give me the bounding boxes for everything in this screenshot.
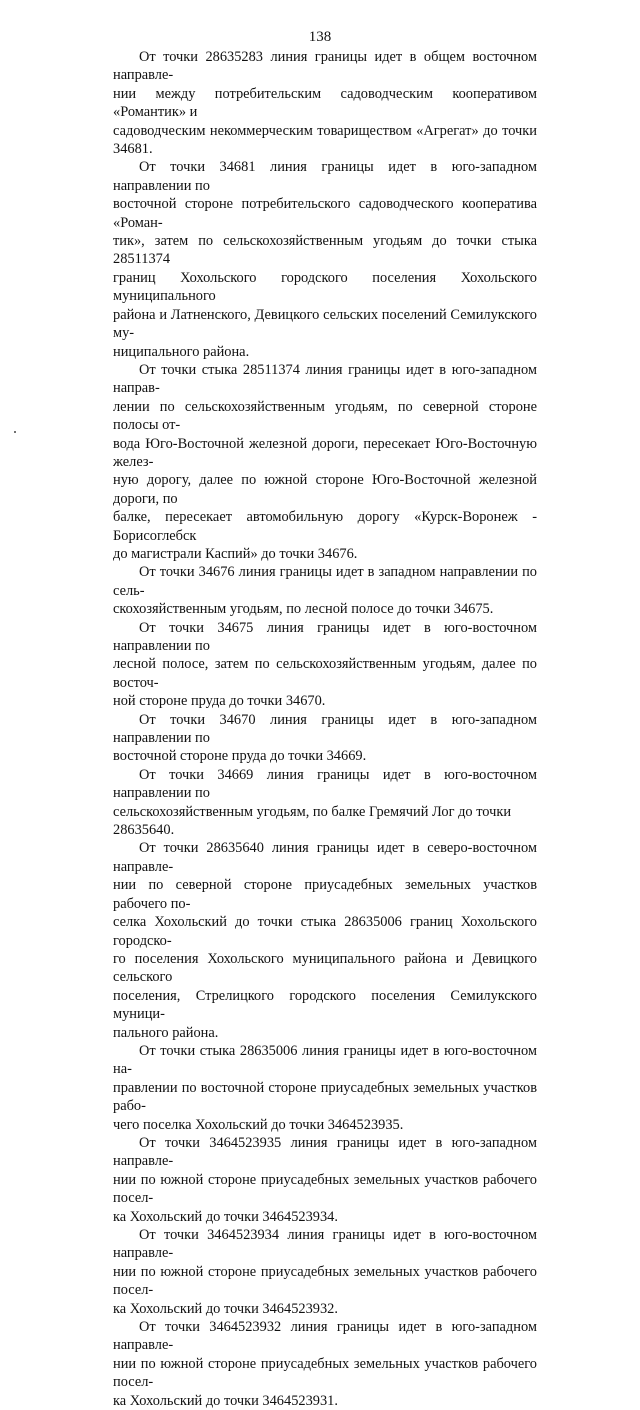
paragraph-4: От точки 34676 линия границы идет в западном направлении по сель- скохозяйственным угодьям, по лесной полосе до точки 34675.: [113, 564, 537, 618]
paragraph-1: От точки 28635283 линия границы идет в общем восточном направле- нии между потребительским садоводческим кооперативом «Романтик» и садоводческим некоммерческим товариществом «Агрегат» до точки 34681.: [113, 49, 537, 158]
paragraph-12: От точки 3464523932 линия границы идет в юго-западном направле- нии по южной стороне приусадебных земельных участков рабочего посел- ка Хохольский до точки 3464523931.: [113, 1319, 537, 1409]
paragraph-9: От точки стыка 28635006 линия границы идет в юго-восточном на- правлении по восточной стороне приусадебных земельных участков рабо- чего поселка Хохольский до точки 3464523935.: [113, 1042, 537, 1133]
paragraph-10: От точки 3464523935 линия границы идет в юго-западном направле- нии по южной стороне приусадебных земельных участков рабочего посел- ка Хохольский до точки 3464523934.: [113, 1134, 537, 1225]
page-number: 138: [308, 29, 332, 45]
scan-speck: [14, 431, 16, 433]
paragraph-7: От точки 34669 линия границы идет в юго-восточном направлении по сельскохозяйственным угодьям, по балке Гремячий Лог до точки 28635640.: [113, 766, 537, 839]
paragraph-3: От точки стыка 28511374 линия границы идет в юго-западном направ- лении по сельскохозяйственным угодьям, по северной стороне полосы от- вода Юго-Восточной железной дороги, пересекает Юго-Восточную желез- ную дорогу, далее по южной стороне Юго-Восточной железной дороги, по балке, пересекает автомобильную дорогу «Курск-Воронеж - Борисоглебск до магистрали Каспий» до точки 34676.: [113, 361, 537, 562]
paragraph-8: От точки 28635640 линия границы идет в северо-восточном направле- нии по северной стороне приусадебных земельных участков рабочего по- селка Хохольский до точки стыка 28635006 границ Хохольского городско- го поселения Хохольского муниципального района и Девицкого сельского поселения, Стрелицкого городского поселения Семилукского муници- пального района.: [113, 840, 537, 1041]
paragraph-11: От точки 3464523934 линия границы идет в юго-восточном направле- нии по южной стороне приусадебных земельных участков рабочего посел- ка Хохольский до точки 3464523932.: [113, 1227, 537, 1317]
document-body: [113, 48, 537, 1410]
paragraph-5: От точки 34675 линия границы идет в юго-восточном направлении по лесной полосе, затем по сельскохозяйственным угодьям, далее по восточ- ной стороне пруда до точки 34670.: [113, 619, 537, 710]
paragraph-2: От точки 34681 линия границы идет в юго-западном направлении по восточной стороне потребительского садоводческого кооператива «Роман- тик», затем по сельскохозяйственным угодьям до точки стыка 28511374 границ Хохольского городского поселения Хохольского муниципального района и Латненского, Девицкого сельских поселений Семилукского му- ниципального района.: [113, 159, 537, 360]
paragraph-6: От точки 34670 линия границы идет в юго-западном направлении по восточной стороне пруда до точки 34669.: [113, 711, 537, 765]
